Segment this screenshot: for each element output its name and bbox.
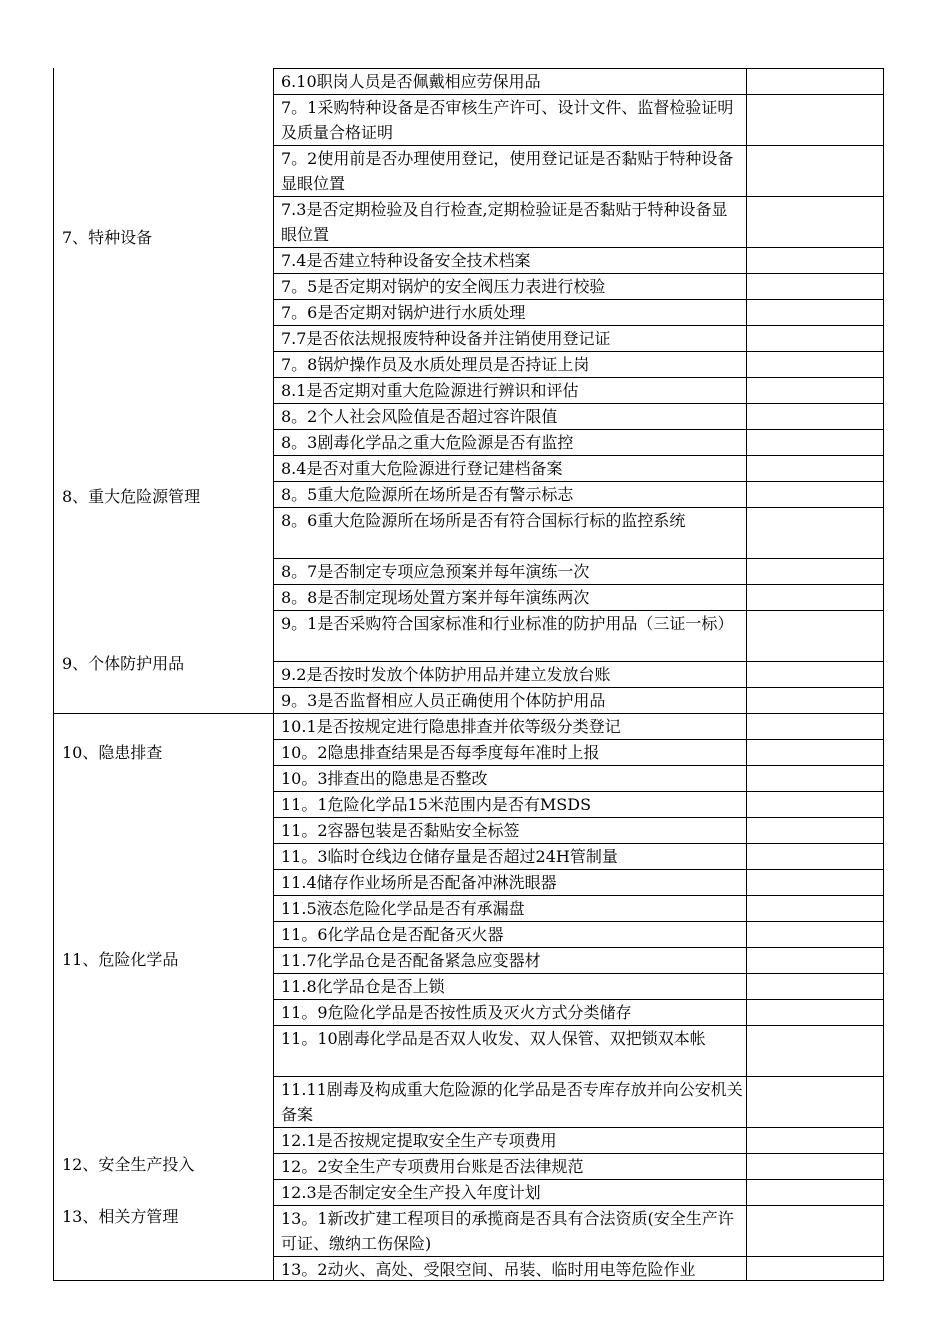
- checklist-item: 11.8化学品仓是否上锁: [281, 977, 445, 996]
- checklist-item: 11.11剧毒及构成重大危险源的化学品是否专库存放并向公安机关备案: [281, 1080, 743, 1124]
- checklist-item: 7.3是否定期检验及自行检查,定期检验证是否黏贴于特种设备显眼位置: [281, 200, 728, 244]
- row-divider: [273, 377, 884, 378]
- row-divider: [273, 558, 884, 559]
- checklist-item: 10.1是否按规定进行隐患排查并依等级分类登记: [281, 717, 621, 736]
- row-divider: [273, 739, 884, 740]
- checklist-item: 8。2个人社会风险值是否超过容许限值: [281, 407, 558, 426]
- row-divider: [273, 429, 884, 430]
- row-divider: [273, 68, 884, 69]
- result-cell[interactable]: [746, 688, 883, 713]
- checklist-item: 7.7是否依法规报废特种设备并注销使用登记证: [281, 329, 611, 348]
- row-divider: [273, 403, 884, 404]
- result-cell[interactable]: [746, 197, 883, 247]
- checklist-item: 8。5重大危险源所在场所是否有警示标志: [281, 485, 574, 504]
- row-divider: [273, 1280, 884, 1281]
- row-divider: [273, 791, 884, 792]
- checklist-item: 11。10剧毒化学品是否双人收发、双人保管、双把锁双本帐: [281, 1029, 706, 1048]
- row-divider: [273, 610, 884, 611]
- result-cell[interactable]: [746, 559, 883, 584]
- row-divider: [273, 973, 884, 974]
- checklist-item: 11。3临时仓线边仓储存量是否超过24H管制量: [281, 847, 618, 866]
- row-divider: [273, 869, 884, 870]
- checklist-item: 12.3是否制定安全生产投入年度计划: [281, 1183, 541, 1202]
- row-divider: [273, 661, 884, 662]
- row-divider: [273, 1127, 884, 1128]
- row-divider: [273, 1179, 884, 1180]
- left-border: [53, 68, 54, 1280]
- category-label: 13、相关方管理: [62, 1207, 179, 1226]
- checklist-item: 11。6化学品仓是否配备灭火器: [281, 925, 504, 944]
- result-cell[interactable]: [746, 326, 883, 351]
- result-cell[interactable]: [746, 95, 883, 145]
- checklist-item: 11。1危险化学品15米范围内是否有MSDS: [281, 795, 592, 814]
- result-cell[interactable]: [746, 1000, 883, 1025]
- row-divider: [273, 94, 884, 95]
- checklist-item: 7.4是否建立特种设备安全技术档案: [281, 251, 531, 270]
- result-cell[interactable]: [746, 1180, 883, 1205]
- row-divider: [273, 351, 884, 352]
- checklist-item: 6.10职岗人员是否佩戴相应劳保用品: [281, 72, 541, 91]
- checklist-item: 8.1是否定期对重大危险源进行辨识和评估: [281, 381, 579, 400]
- row-divider: [273, 507, 884, 508]
- checklist-item: 12。2安全生产专项费用台账是否法律规范: [281, 1157, 584, 1176]
- checklist-item: 8。8是否制定现场处置方案并每年演练两次: [281, 588, 590, 607]
- row-divider: [273, 713, 884, 714]
- row-divider: [273, 1025, 884, 1026]
- right-border: [883, 68, 884, 1280]
- result-cell[interactable]: [746, 1077, 883, 1127]
- result-cell[interactable]: [746, 378, 883, 403]
- checklist-item: 9.2是否按时发放个体防护用品并建立发放台账: [281, 665, 611, 684]
- category-label: 9、个体防护用品: [62, 654, 185, 673]
- table-bottom-left: [53, 1280, 273, 1281]
- result-cell[interactable]: [746, 948, 883, 973]
- row-divider: [273, 687, 884, 688]
- checklist-item: 12.1是否按规定提取安全生产专项费用: [281, 1131, 557, 1150]
- row-divider: [273, 1076, 884, 1077]
- checklist-item: 10。2隐患排查结果是否每季度每年准时上报: [281, 743, 600, 762]
- checklist-item: 11.5液态危险化学品是否有承漏盘: [281, 899, 525, 918]
- result-cell[interactable]: [746, 430, 883, 455]
- result-cell[interactable]: [746, 352, 883, 377]
- row-divider: [273, 843, 884, 844]
- row-divider: [273, 481, 884, 482]
- row-divider: [273, 247, 884, 248]
- result-cell[interactable]: [746, 508, 883, 558]
- row-divider: [273, 1205, 884, 1206]
- row-divider: [273, 895, 884, 896]
- result-cell[interactable]: [746, 1154, 883, 1179]
- checklist-item: 13。1新改扩建工程项目的承揽商是否具有合法资质(安全生产许可证、缴纳工伤保险): [281, 1209, 734, 1253]
- result-cell[interactable]: [746, 274, 883, 299]
- checklist-item: 11.4储存作业场所是否配备冲淋洗眼器: [281, 873, 557, 892]
- checklist-item: 7。8锅炉操作员及水质处理员是否持证上岗: [281, 355, 590, 374]
- result-cell[interactable]: [746, 456, 883, 481]
- category-label: 12、安全生产投入: [62, 1155, 195, 1174]
- checklist-item: 11。9危险化学品是否按性质及灭火方式分类储存: [281, 1003, 632, 1022]
- checklist-item: 11。2容器包装是否黏贴安全标签: [281, 821, 520, 840]
- row-divider: [273, 947, 884, 948]
- row-divider: [273, 1256, 884, 1257]
- row-divider: [273, 325, 884, 326]
- result-cell[interactable]: [746, 69, 883, 94]
- checklist-item: 8。3剧毒化学品之重大危险源是否有监控: [281, 433, 574, 452]
- category-label: 10、隐患排查: [62, 743, 163, 762]
- result-cell[interactable]: [746, 714, 883, 739]
- row-divider: [273, 584, 884, 585]
- checklist-item: 8。7是否制定专项应急预案并每年演练一次: [281, 562, 590, 581]
- category-label: 7、特种设备: [62, 228, 153, 247]
- category-label: 11、危险化学品: [62, 950, 179, 969]
- result-cell[interactable]: [746, 585, 883, 610]
- result-cell[interactable]: [746, 870, 883, 895]
- result-cell[interactable]: [746, 766, 883, 791]
- result-cell[interactable]: [746, 300, 883, 325]
- checklist-item: 7。2使用前是否办理使用登记，使用登记证是否黏贴于特种设备显眼位置: [281, 149, 734, 193]
- row-divider: [273, 817, 884, 818]
- checklist-item: 7。5是否定期对锅炉的安全阀压力表进行校验: [281, 277, 606, 296]
- result-cell[interactable]: [746, 482, 883, 507]
- row-divider: [273, 999, 884, 1000]
- result-cell[interactable]: [746, 1128, 883, 1153]
- checklist-item: 9。3是否监督相应人员正确使用个体防护用品: [281, 691, 606, 710]
- row-divider: [273, 455, 884, 456]
- row-divider: [273, 273, 884, 274]
- row-divider: [273, 145, 884, 146]
- row-divider: [273, 921, 884, 922]
- result-cell[interactable]: [746, 974, 883, 999]
- row-divider: [273, 299, 884, 300]
- result-cell[interactable]: [746, 844, 883, 869]
- checklist-item: 13。2动火、高处、受限空间、吊装、临时用电等危险作业: [281, 1260, 696, 1279]
- row-divider: [273, 1153, 884, 1154]
- result-cell[interactable]: [746, 818, 883, 843]
- checklist-item: 9。1是否采购符合国家标准和行业标准的防护用品（三证一标）: [281, 614, 734, 633]
- category-divider: [273, 68, 274, 1280]
- row-divider: [273, 765, 884, 766]
- result-cell[interactable]: [746, 1206, 883, 1256]
- result-cell[interactable]: [746, 404, 883, 429]
- checklist-item: 11.7化学品仓是否配备紧急应变器材: [281, 951, 541, 970]
- result-cell[interactable]: [746, 922, 883, 947]
- checklist-item: 7。6是否定期对锅炉进行水质处理: [281, 303, 526, 322]
- result-cell[interactable]: [746, 792, 883, 817]
- group-divider: [53, 713, 273, 714]
- checklist-item: 10。3排查出的隐患是否整改: [281, 769, 488, 788]
- result-cell[interactable]: [746, 1026, 883, 1076]
- result-cell[interactable]: [746, 146, 883, 196]
- checklist-item: 8。6重大危险源所在场所是否有符合国标行标的监控系统: [281, 511, 686, 530]
- result-divider: [746, 68, 747, 1280]
- checklist-item: 7。1采购特种设备是否审核生产许可、设计文件、监督检验证明及质量合格证明: [281, 98, 734, 142]
- checklist-item: 8.4是否对重大危险源进行登记建档备案: [281, 459, 563, 478]
- result-cell[interactable]: [746, 896, 883, 921]
- result-cell[interactable]: [746, 662, 883, 687]
- row-divider: [273, 196, 884, 197]
- result-cell[interactable]: [746, 248, 883, 273]
- category-label: 8、重大危险源管理: [62, 487, 201, 506]
- result-cell[interactable]: [746, 740, 883, 765]
- result-cell[interactable]: [746, 1257, 883, 1280]
- result-cell[interactable]: [746, 611, 883, 661]
